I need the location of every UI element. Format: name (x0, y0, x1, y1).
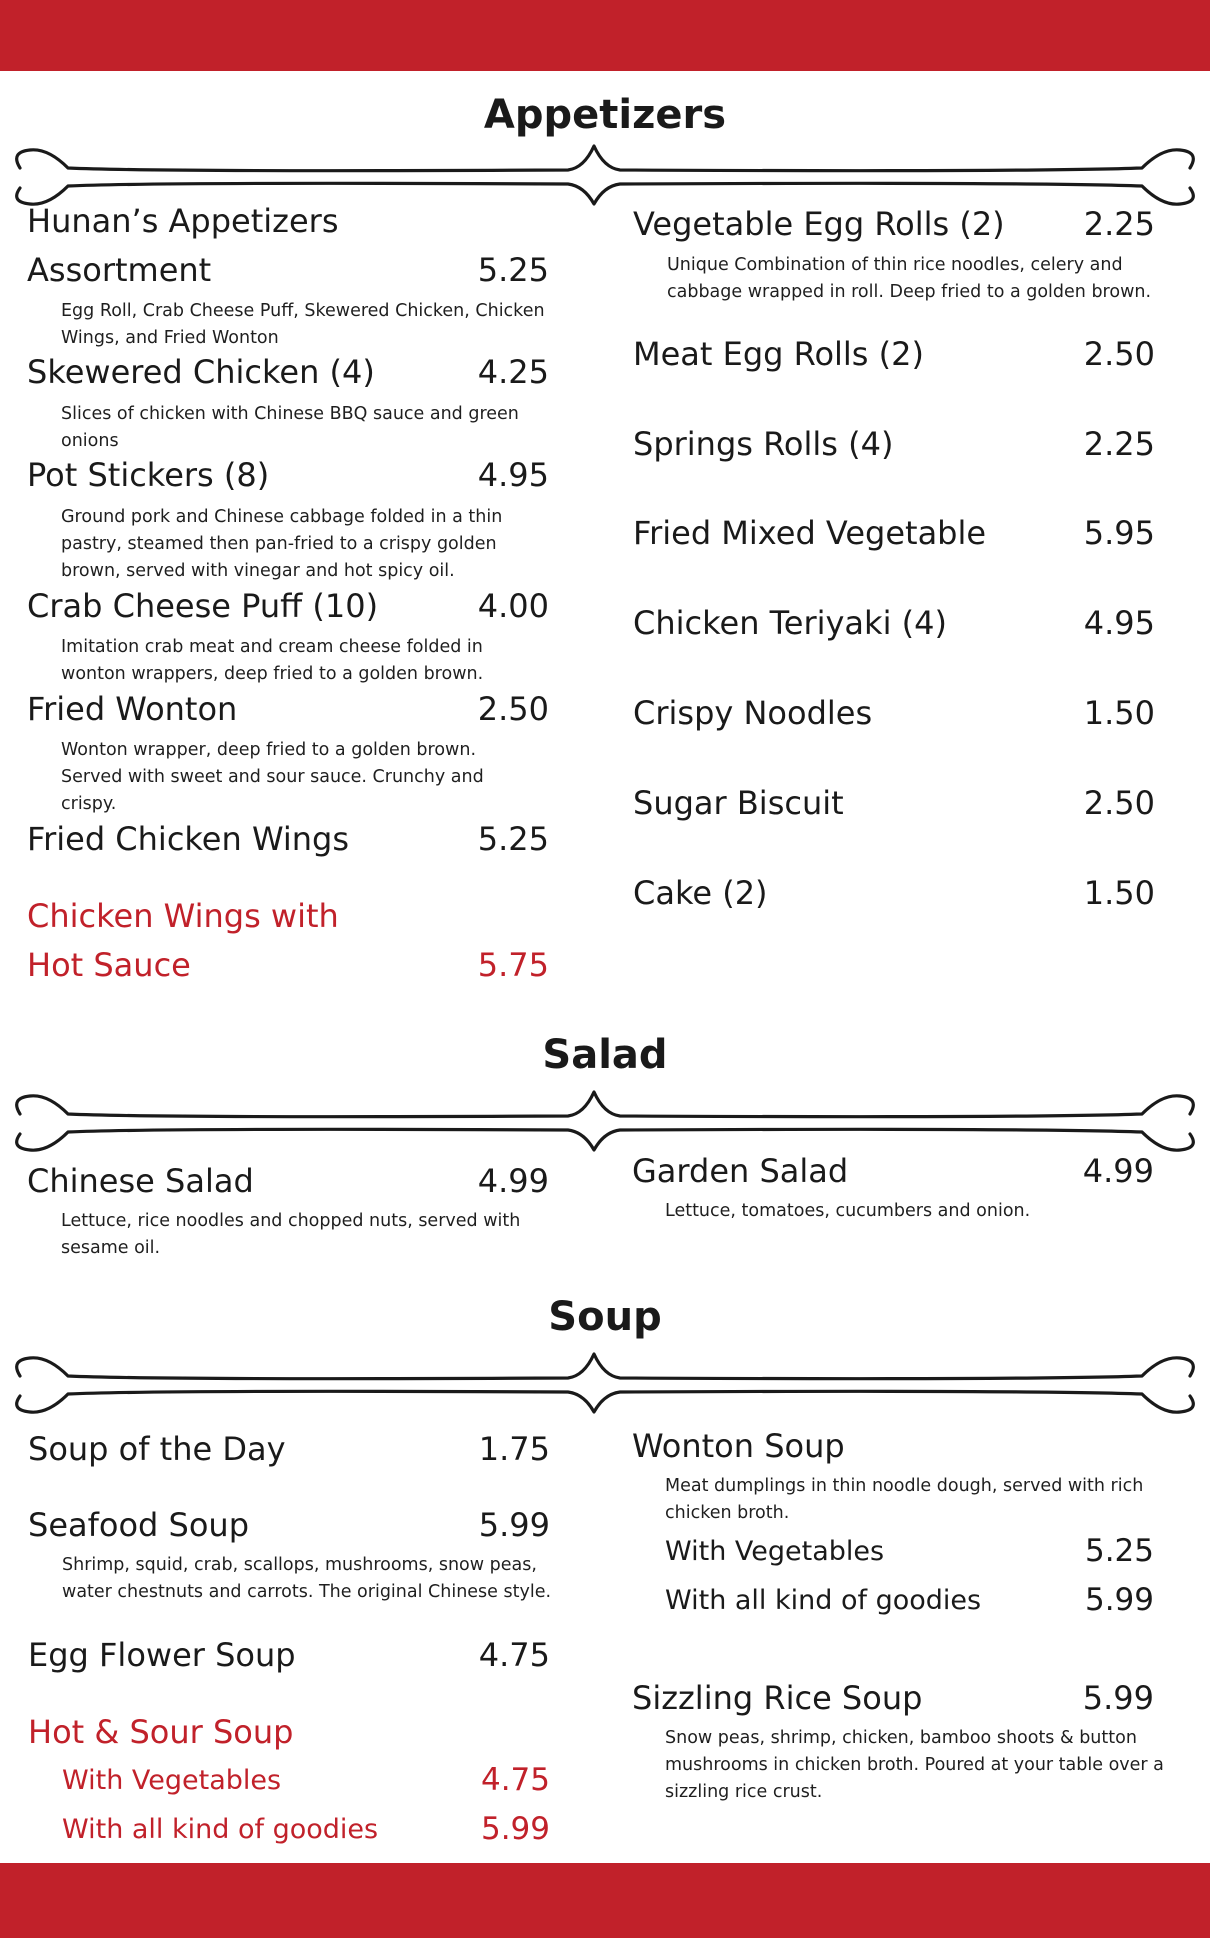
menu-item-description: Ground pork and Chinese cabbage folded in a thin pastry, steamed then pan-fried to a crispy golden brown, served with vinegar and hot spicy oil. (61, 507, 503, 581)
menu-item-name: Crab Cheese Puff (10) (27, 587, 379, 625)
menu-item-description: Imitation crab meat and cream cheese folded in wonton wrappers, deep fried to a golden brown. (61, 637, 484, 684)
menu-item-price: 2.25 (1083, 205, 1155, 243)
menu-item-price: 1.50 (1083, 694, 1155, 732)
menu-item-name: Skewered Chicken (4) (27, 353, 375, 391)
menu-item-price: 2.50 (1083, 784, 1155, 822)
menu-item-name: Sizzling Rice Soup (632, 1679, 923, 1717)
bottom-banner (0, 1863, 1210, 1938)
menu-item-description: Wonton wrapper, deep fried to a golden brown. Served with sweet and sour sauce. Crunchy and crispy. (61, 740, 484, 814)
menu-item-description: Unique Combination of thin rice noodles, celery and cabbage wrapped in roll. Deep fried to a golden brown. (667, 255, 1152, 302)
section-divider-brace (8, 1348, 1202, 1416)
menu-item-price: 2.50 (1083, 335, 1155, 373)
option-price: 5.25 (1084, 1533, 1154, 1569)
menu-item-name: Seafood Soup (28, 1506, 249, 1544)
menu-item-price: 5.99 (1082, 1679, 1154, 1717)
menu-item-price: 2.50 (477, 690, 549, 728)
menu-item-price: 5.25 (477, 820, 549, 858)
menu-item-name: Pot Stickers (8) (27, 456, 270, 494)
appetizers-heading: Appetizers (483, 92, 727, 138)
option-price: 4.75 (480, 1762, 550, 1798)
menu-item-name: Egg Flower Soup (28, 1636, 296, 1674)
menu-item-name: Fried Mixed Vegetable (633, 514, 987, 552)
option-label: With all kind of goodies (62, 1814, 379, 1845)
menu-item-price: 4.25 (477, 353, 549, 391)
menu-item-name: Sugar Biscuit (633, 784, 844, 822)
menu-item-price: 1.75 (478, 1430, 550, 1468)
menu-item-description: Lettuce, rice noodles and chopped nuts, served with sesame oil. (61, 1211, 521, 1258)
menu-item-name-special: Hot Sauce (27, 946, 191, 984)
menu-item-price: 5.99 (478, 1506, 550, 1544)
menu-item-price: 5.25 (477, 251, 549, 289)
menu-item-name: Garden Salad (632, 1152, 849, 1190)
menu-item-name: Chinese Salad (27, 1162, 254, 1200)
section-divider-brace (8, 140, 1202, 208)
menu-item-price: 1.50 (1083, 874, 1155, 912)
menu-item-price: 4.99 (477, 1162, 549, 1200)
menu-item-description: Shrimp, squid, crab, scallops, mushrooms, snow peas, water chestnuts and carrots. The original Chinese style. (62, 1555, 552, 1602)
menu-item-price: 4.95 (477, 456, 549, 494)
option-price: 5.99 (1084, 1582, 1154, 1618)
section-divider-brace (8, 1086, 1202, 1154)
option-label: With Vegetables (62, 1765, 282, 1796)
menu-item-name: Fried Chicken Wings (27, 820, 350, 858)
menu-item-name: Crispy Noodles (633, 694, 873, 732)
menu-item-name: Springs Rolls (4) (633, 425, 894, 463)
menu-item-description: Lettuce, tomatoes, cucumbers and onion. (665, 1201, 1031, 1221)
menu-category-label: Hunan’s Appetizers (27, 202, 339, 240)
menu-item-name-special: Chicken Wings with (27, 897, 339, 935)
menu-item-description: Meat dumplings in thin noodle dough, served with rich chicken broth. (665, 1476, 1144, 1523)
menu-item-description: Slices of chicken with Chinese BBQ sauce and green onions (61, 404, 519, 451)
menu-item-description: Egg Roll, Crab Cheese Puff, Skewered Chicken, Chicken Wings, and Fried Wonton (61, 301, 545, 348)
menu-item-price: 4.00 (477, 587, 549, 625)
menu-item-name: Assortment (27, 251, 212, 289)
soup-heading: Soup (548, 1294, 662, 1340)
menu-item-name: Soup of the Day (28, 1430, 286, 1468)
option-price: 5.99 (480, 1811, 550, 1847)
menu-item-name: Vegetable Egg Rolls (2) (633, 205, 1005, 243)
menu-item-price: 4.99 (1082, 1152, 1154, 1190)
menu-item-price: 2.25 (1083, 425, 1155, 463)
menu-item-name: Chicken Teriyaki (4) (633, 604, 947, 642)
menu-item-name-special: Hot & Sour Soup (28, 1713, 294, 1751)
top-banner (0, 0, 1210, 71)
menu-item-price: 5.95 (1083, 514, 1155, 552)
menu-item-name: Wonton Soup (632, 1427, 845, 1465)
menu-item-description: Snow peas, shrimp, chicken, bamboo shoots & button mushrooms in chicken broth. Poured at your table over a sizzling rice crust. (665, 1728, 1164, 1802)
menu-item-price: 4.95 (1083, 604, 1155, 642)
menu-item-price-special: 5.75 (477, 946, 549, 984)
option-label: With all kind of goodies (665, 1585, 982, 1616)
menu-item-name: Cake (2) (633, 874, 768, 912)
option-label: With Vegetables (665, 1536, 885, 1567)
menu-item-name: Fried Wonton (27, 690, 238, 728)
menu-item-name: Meat Egg Rolls (2) (633, 335, 924, 373)
salad-heading: Salad (542, 1032, 668, 1078)
menu-item-price: 4.75 (478, 1636, 550, 1674)
